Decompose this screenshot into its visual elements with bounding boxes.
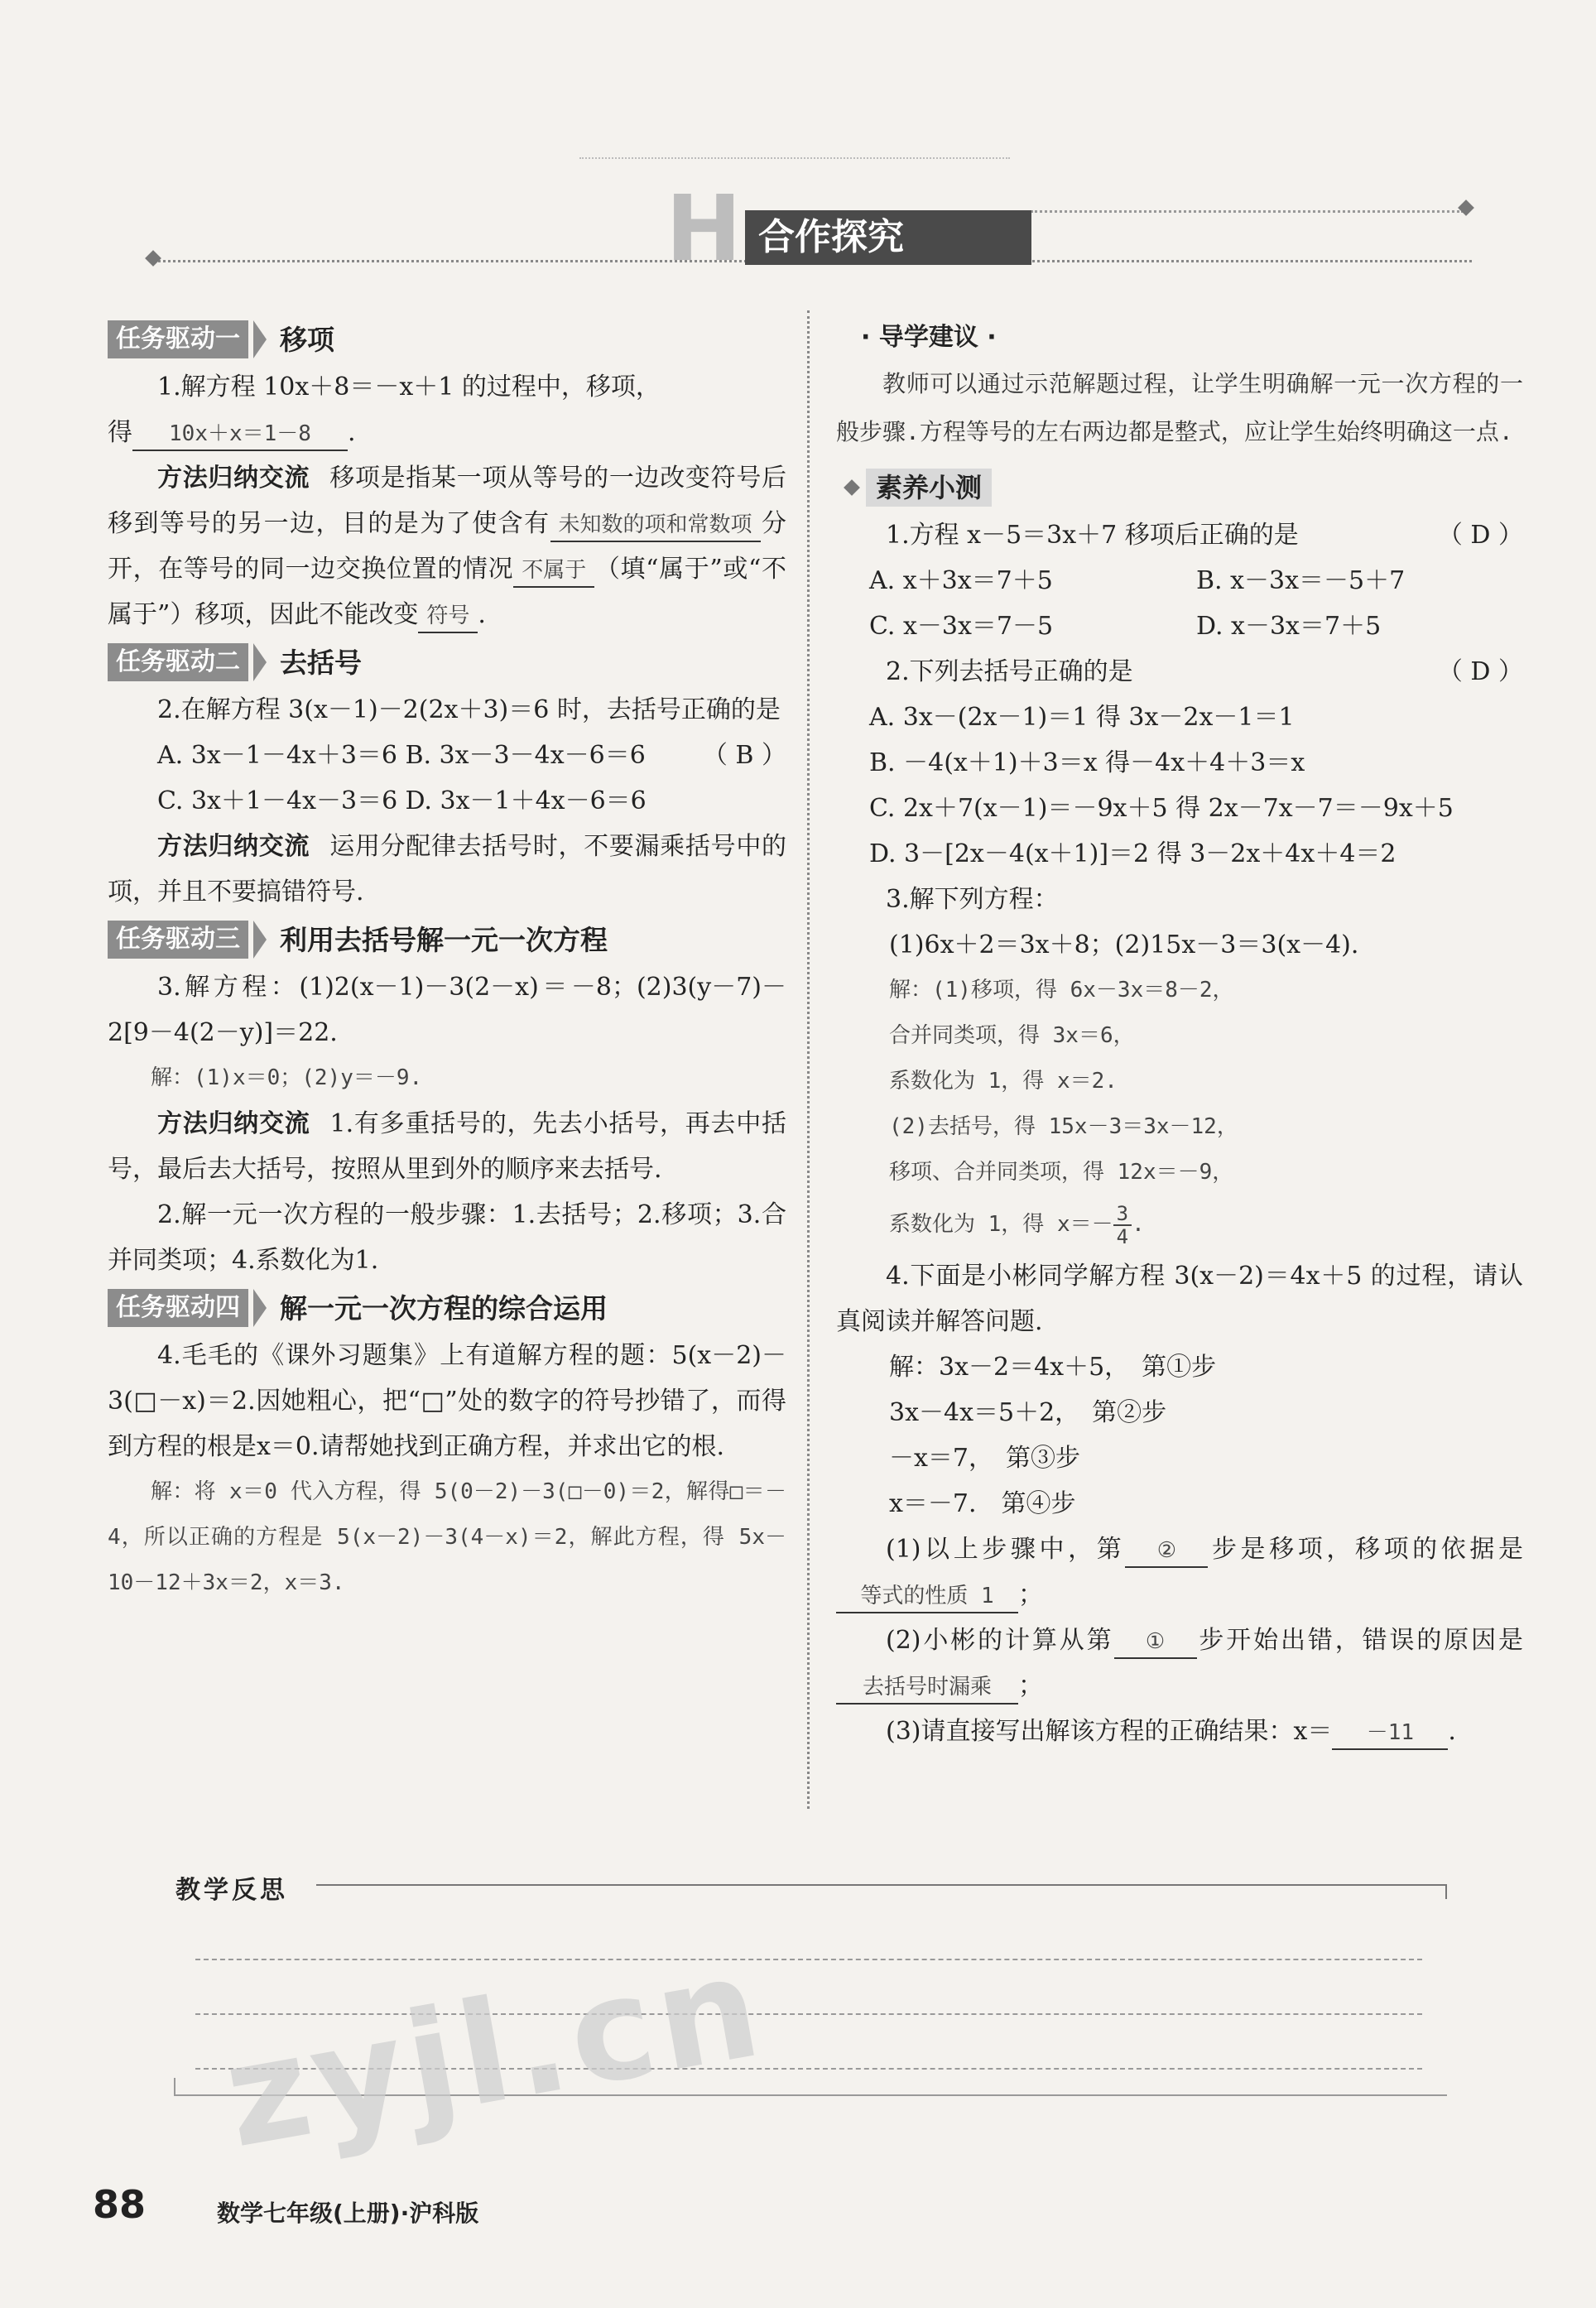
watermark: zyjl.cn bbox=[213, 1924, 776, 2181]
quiz-question-2: 2.下列去括号正确的是 （ D ） bbox=[836, 649, 1523, 695]
reflection-corner bbox=[1445, 1884, 1447, 1899]
option-d: D. 3－[2x－4(x＋1)]＝2 得 3－2x＋4x＋4＝2 bbox=[869, 839, 1396, 868]
step-line: 3x－4x＝5＋2， 第②步 bbox=[889, 1398, 1167, 1427]
answer-blank: 符号 bbox=[418, 600, 478, 633]
quiz-1-options bbox=[836, 558, 1523, 649]
method-summary-2: 方法归纳交流 运用分配律去括号时，不要漏乘括号中的项，并且不要搞错符号. bbox=[108, 832, 787, 906]
option-d: D. x－3x＝7＋5 bbox=[1196, 612, 1382, 641]
option-a: A. x＋3x＝7＋5 bbox=[869, 566, 1053, 595]
book-title: 数学七年级(上册)·沪科版 bbox=[217, 2200, 479, 2227]
method-summary-1: 方法归纳交流 移项是指某一项从等号的一边改变符号后移到等号的另一边，目的是为了使含有 未知数的项和常数项 分开，在等号的同一边交换位置的情况 不属于 （填“属于”或“不属于”）移项，因此不能改变 符号 . bbox=[108, 455, 786, 637]
quiz-3-equations: (1)6x＋2＝3x＋8；(2)15x－3＝3(x－4). bbox=[889, 930, 1359, 959]
step-line: －x＝7， 第③步 bbox=[889, 1444, 1081, 1473]
task-header-4 bbox=[108, 1283, 786, 1333]
task-title: 解一元一次方程的综合运用 bbox=[280, 1291, 608, 1325]
solution-3: 解：(1)x＝0；(2)y＝－9. bbox=[151, 1065, 423, 1090]
solution-line: 解：(1)移项，得 6x－3x＝8－2， bbox=[889, 978, 1234, 1003]
answer-blank: 不属于 bbox=[513, 555, 594, 588]
column-divider bbox=[807, 310, 810, 1809]
task-title: 移项 bbox=[280, 323, 334, 356]
option-c: C. 3x＋1－4x－3＝6 bbox=[157, 786, 398, 815]
answer-choice: （ D ） bbox=[1437, 657, 1523, 686]
solution-line: 合并同类项，得 3x＝6， bbox=[889, 1023, 1135, 1048]
reflection-dashed-line bbox=[195, 1959, 1422, 1960]
question-2: 2.在解方程 3(x－1)－2(2x＋3)＝6 时，去括号正确的是 （ B ） bbox=[108, 687, 786, 733]
answer-blank: 去括号时漏乘 bbox=[836, 1671, 1018, 1705]
option-b: B. 3x－3－4x－6＝6 bbox=[405, 741, 646, 770]
quiz-question-4: 4.下面是小彬同学解方程 3(x－2)＝4x＋5 的过程，请认真阅读并解答问题. bbox=[836, 1262, 1523, 1336]
question-1: 1.解方程 10x＋8＝－x＋1 的过程中，移项， bbox=[157, 373, 661, 401]
solution-4: 解：将 x＝0 代入方程，得 5(0－2)－3(□－0)＝2，解得□＝－4，所以正确的方程是 5(x－2)－3(4－x)＝2，解此方程，得 5x－10－12＋3x＝2，x＝3. bbox=[108, 1479, 786, 1595]
quiz-question-3: 3.解下列方程： bbox=[886, 885, 1059, 914]
solution-line: 系数化为 1，得 x＝2. bbox=[889, 1069, 1118, 1094]
quiz-title: 素养小测 bbox=[866, 469, 992, 507]
option-b: B. x－3x＝－5＋7 bbox=[1196, 566, 1406, 595]
answer-blank: 等式的性质 1 bbox=[836, 1580, 1018, 1613]
reflection-left-corner bbox=[174, 2078, 175, 2096]
answer-choice: （ B ） bbox=[702, 741, 786, 770]
diamond-icon bbox=[844, 479, 860, 496]
answer-choice: （ D ） bbox=[1437, 521, 1523, 550]
method-summary-3: 方法归纳交流 1.有多重括号的，先去小括号，再去中括号，最后去大括号，按照从里到外的顺序来去括号. bbox=[108, 1109, 787, 1184]
guide-text: 教师可以通过示范解题过程，让学生明确解一元一次方程的一般步骤.方程等号的左右两边都是整式，应让学生始终明确这一点. bbox=[836, 370, 1523, 445]
task-header-1 bbox=[108, 315, 786, 364]
task-tag: 任务驱动三 bbox=[108, 921, 248, 959]
option-c: C. 2x＋7(x－1)＝－9x＋5 得 2x－7x－7＝－9x＋5 bbox=[869, 794, 1454, 823]
section-letter: H bbox=[665, 176, 743, 281]
solution-line: (2)去括号，得 15x－3＝3x－12， bbox=[889, 1114, 1238, 1139]
task-header-3 bbox=[108, 915, 786, 964]
quiz-question-1: 1.方程 x－5＝3x＋7 移项后正确的是 （ D ） bbox=[836, 512, 1523, 558]
reflection-rule bbox=[316, 1884, 1445, 1886]
quiz-header bbox=[836, 463, 1523, 512]
question-4: 4.毛毛的《课外习题集》上有道解方程的题：5(x－2)－3(□－x)＝2.因她粗心，把“□”处的数字的符号抄错了，而得到方程的根是x＝0.请帮她找到正确方程，并求出它的根. bbox=[108, 1341, 786, 1461]
option-d: D. 3x－1＋4x－6＝6 bbox=[405, 786, 647, 815]
guide-title: · 导学建议 · bbox=[861, 323, 997, 352]
option-a: A. 3x－1－4x＋3＝6 bbox=[157, 741, 398, 770]
task-title: 去括号 bbox=[280, 646, 362, 679]
page-number: 88 bbox=[93, 2182, 147, 2227]
answer-blank: ① bbox=[1114, 1626, 1197, 1659]
header-left-diamond bbox=[145, 250, 161, 267]
task-tag: 任务驱动二 bbox=[108, 643, 248, 681]
question-1-answer: 得 10x＋x＝1－8 . bbox=[108, 410, 786, 455]
answer-blank: 10x＋x＝1－8 bbox=[132, 418, 348, 451]
quiz-4-part-1: (1)以上步骤中，第 ② 步是移项，移项的依据是等式的性质 1 ； bbox=[836, 1527, 1523, 1618]
solution-line-fraction: 系数化为 1，得 x＝－ $\frac{3}{4}$ . bbox=[889, 1201, 1145, 1248]
task-header-2 bbox=[108, 637, 786, 687]
right-column bbox=[836, 315, 1523, 1754]
task-title: 利用去括号解一元一次方程 bbox=[280, 923, 608, 956]
solution-line: 移项、合并同类项，得 12x＝－9， bbox=[889, 1160, 1234, 1185]
reflection-label: 教学反思 bbox=[175, 1876, 288, 1905]
answer-blank: ② bbox=[1125, 1535, 1208, 1568]
option-c: C. x－3x＝7－5 bbox=[869, 612, 1054, 641]
section-title: 合作探究 bbox=[745, 210, 1031, 265]
left-column bbox=[108, 315, 786, 1606]
step-line: 解：3x－2＝4x＋5， 第①步 bbox=[889, 1353, 1217, 1382]
options bbox=[108, 733, 653, 824]
answer-blank: 未知数的项和常数项 bbox=[550, 509, 761, 542]
task-tag: 任务驱动四 bbox=[108, 1289, 248, 1327]
answer-blank: －11 bbox=[1332, 1717, 1448, 1750]
method-summary-3b: 2.解一元一次方程的一般步骤：1.去括号；2.移项；3.合并同类项；4.系数化为1. bbox=[108, 1200, 786, 1275]
question-3: 3.解方程：(1)2(x－1)－3(2－x)＝－8；(2)3(y－7)－2[9－4(2－y)]＝22. bbox=[108, 973, 786, 1047]
quiz-4-part-2: (2)小彬的计算从第 ① 步开始出错，错误的原因是去括号时漏乘 ； bbox=[836, 1618, 1523, 1709]
fraction: $\frac{3}{4}$ bbox=[1113, 1203, 1132, 1248]
quiz-4-part-3: (3)请直接写出解该方程的正确结果：x＝ －11 . bbox=[836, 1709, 1523, 1754]
header-right-diamond bbox=[1458, 200, 1474, 216]
header-top-dots bbox=[579, 157, 1010, 159]
step-line: x＝－7. 第④步 bbox=[889, 1489, 1076, 1518]
option-a: A. 3x－(2x－1)＝1 得 3x－2x－1＝1 bbox=[869, 703, 1295, 732]
task-tag: 任务驱动一 bbox=[108, 320, 248, 358]
header-right-rule bbox=[1031, 210, 1464, 213]
option-b: B. －4(x＋1)＋3＝x 得－4x＋4＋3＝x bbox=[869, 748, 1305, 777]
